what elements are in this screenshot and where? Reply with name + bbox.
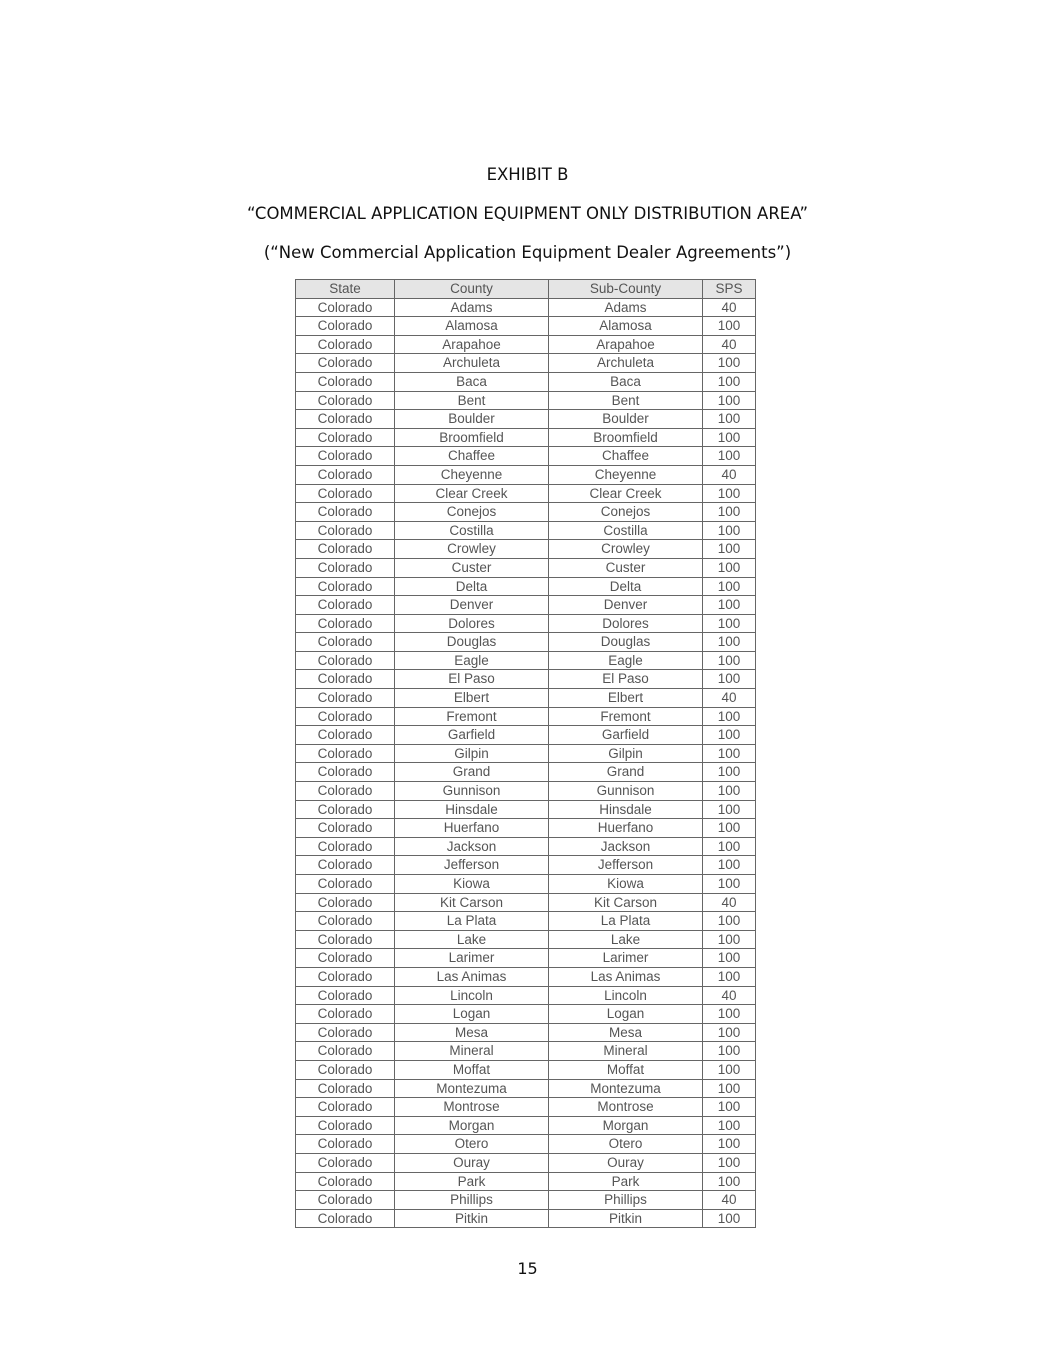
- cell-sps: 100: [703, 726, 756, 745]
- cell-sub-county: Custer: [549, 558, 703, 577]
- cell-sub-county: Cheyenne: [549, 465, 703, 484]
- cell-state: Colorado: [296, 317, 395, 336]
- table-row: [296, 614, 756, 633]
- cell-county: Morgan: [395, 1116, 549, 1135]
- cell-sub-county: Huerfano: [549, 819, 703, 838]
- table-row: [296, 726, 756, 745]
- cell-state: Colorado: [296, 763, 395, 782]
- cell-state: Colorado: [296, 1060, 395, 1079]
- cell-county: Phillips: [395, 1191, 549, 1210]
- cell-county: Las Animas: [395, 967, 549, 986]
- cell-sps: 40: [703, 1191, 756, 1210]
- cell-county: Broomfield: [395, 428, 549, 447]
- cell-state: Colorado: [296, 986, 395, 1005]
- cell-county: Grand: [395, 763, 549, 782]
- cell-state: Colorado: [296, 782, 395, 801]
- cell-county: Kiowa: [395, 875, 549, 894]
- table-row: [296, 782, 756, 801]
- cell-county: Otero: [395, 1135, 549, 1154]
- table-row: [296, 707, 756, 726]
- cell-sps: 40: [703, 986, 756, 1005]
- cell-sub-county: Park: [549, 1172, 703, 1191]
- cell-county: Alamosa: [395, 317, 549, 336]
- cell-county: Kit Carson: [395, 893, 549, 912]
- cell-sps: 100: [703, 428, 756, 447]
- cell-sps: 100: [703, 1209, 756, 1228]
- cell-state: Colorado: [296, 484, 395, 503]
- cell-county: Chaffee: [395, 447, 549, 466]
- cell-county: Adams: [395, 298, 549, 317]
- cell-state: Colorado: [296, 503, 395, 522]
- cell-state: Colorado: [296, 837, 395, 856]
- table-row: [296, 335, 756, 354]
- cell-county: Jefferson: [395, 856, 549, 875]
- cell-sps: 100: [703, 875, 756, 894]
- cell-sub-county: La Plata: [549, 912, 703, 931]
- cell-sub-county: Otero: [549, 1135, 703, 1154]
- cell-state: Colorado: [296, 298, 395, 317]
- cell-county: Baca: [395, 372, 549, 391]
- cell-county: Jackson: [395, 837, 549, 856]
- cell-sub-county: Crowley: [549, 540, 703, 559]
- cell-sub-county: Pitkin: [549, 1209, 703, 1228]
- cell-sps: 100: [703, 707, 756, 726]
- table-row: [296, 837, 756, 856]
- cell-county: La Plata: [395, 912, 549, 931]
- cell-county: Montezuma: [395, 1079, 549, 1098]
- cell-state: Colorado: [296, 1153, 395, 1172]
- cell-sps: 100: [703, 521, 756, 540]
- cell-sub-county: Las Animas: [549, 967, 703, 986]
- cell-state: Colorado: [296, 651, 395, 670]
- table-row: [296, 633, 756, 652]
- cell-county: Larimer: [395, 949, 549, 968]
- cell-sps: 100: [703, 856, 756, 875]
- cell-sub-county: Costilla: [549, 521, 703, 540]
- cell-county: Eagle: [395, 651, 549, 670]
- cell-state: Colorado: [296, 1116, 395, 1135]
- cell-county: Pitkin: [395, 1209, 549, 1228]
- cell-sps: 100: [703, 540, 756, 559]
- table-row: [296, 1209, 756, 1228]
- cell-sps: 100: [703, 596, 756, 615]
- table-row: [296, 465, 756, 484]
- cell-sub-county: Kit Carson: [549, 893, 703, 912]
- cell-county: Gilpin: [395, 744, 549, 763]
- cell-sub-county: Jackson: [549, 837, 703, 856]
- cell-sps: 100: [703, 1116, 756, 1135]
- cell-state: Colorado: [296, 1098, 395, 1117]
- cell-sub-county: Larimer: [549, 949, 703, 968]
- cell-state: Colorado: [296, 521, 395, 540]
- table-row: [296, 1191, 756, 1210]
- cell-state: Colorado: [296, 1172, 395, 1191]
- cell-county: Montrose: [395, 1098, 549, 1117]
- table-row: [296, 1135, 756, 1154]
- cell-sub-county: Adams: [549, 298, 703, 317]
- cell-sub-county: Grand: [549, 763, 703, 782]
- distribution-area-table: [295, 279, 756, 1228]
- table-row: [296, 484, 756, 503]
- table-row: [296, 410, 756, 429]
- cell-county: Archuleta: [395, 354, 549, 373]
- cell-state: Colorado: [296, 633, 395, 652]
- cell-sub-county: Moffat: [549, 1060, 703, 1079]
- cell-sub-county: Jefferson: [549, 856, 703, 875]
- table-row: [296, 744, 756, 763]
- cell-county: Costilla: [395, 521, 549, 540]
- cell-state: Colorado: [296, 596, 395, 615]
- cell-sub-county: Phillips: [549, 1191, 703, 1210]
- cell-county: Lake: [395, 930, 549, 949]
- cell-sps: 100: [703, 503, 756, 522]
- cell-sps: 100: [703, 410, 756, 429]
- cell-state: Colorado: [296, 447, 395, 466]
- cell-sub-county: Lake: [549, 930, 703, 949]
- table-row: [296, 596, 756, 615]
- cell-county: Crowley: [395, 540, 549, 559]
- cell-sub-county: Dolores: [549, 614, 703, 633]
- table-row: [296, 912, 756, 931]
- table-header-row: [296, 280, 756, 299]
- cell-sps: 100: [703, 558, 756, 577]
- cell-sps: 100: [703, 391, 756, 410]
- cell-state: Colorado: [296, 912, 395, 931]
- cell-county: Ouray: [395, 1153, 549, 1172]
- table-row: [296, 1023, 756, 1042]
- cell-sub-county: Alamosa: [549, 317, 703, 336]
- cell-sps: 100: [703, 633, 756, 652]
- cell-state: Colorado: [296, 800, 395, 819]
- cell-sub-county: Boulder: [549, 410, 703, 429]
- table-row: [296, 1042, 756, 1061]
- cell-state: Colorado: [296, 410, 395, 429]
- cell-county: Mesa: [395, 1023, 549, 1042]
- cell-sub-county: Delta: [549, 577, 703, 596]
- cell-sub-county: Gunnison: [549, 782, 703, 801]
- cell-sub-county: Ouray: [549, 1153, 703, 1172]
- cell-county: Denver: [395, 596, 549, 615]
- cell-sps: 100: [703, 1153, 756, 1172]
- cell-county: Clear Creek: [395, 484, 549, 503]
- table-row: [296, 856, 756, 875]
- cell-sps: 100: [703, 930, 756, 949]
- cell-sub-county: Denver: [549, 596, 703, 615]
- cell-state: Colorado: [296, 558, 395, 577]
- cell-state: Colorado: [296, 707, 395, 726]
- cell-county: Garfield: [395, 726, 549, 745]
- cell-county: Mineral: [395, 1042, 549, 1061]
- cell-sub-county: Fremont: [549, 707, 703, 726]
- cell-sub-county: Clear Creek: [549, 484, 703, 503]
- cell-sub-county: Montrose: [549, 1098, 703, 1117]
- cell-county: Delta: [395, 577, 549, 596]
- table-row: [296, 1005, 756, 1024]
- cell-sub-county: Baca: [549, 372, 703, 391]
- cell-sps: 100: [703, 577, 756, 596]
- cell-county: Hinsdale: [395, 800, 549, 819]
- exhibit-subtitle: “COMMERCIAL APPLICATION EQUIPMENT ONLY DISTRIBUTION AREA”: [246, 204, 809, 223]
- table-row: [296, 503, 756, 522]
- cell-state: Colorado: [296, 1023, 395, 1042]
- cell-sps: 100: [703, 447, 756, 466]
- cell-sps: 40: [703, 893, 756, 912]
- table-row: [296, 1079, 756, 1098]
- cell-sub-county: Hinsdale: [549, 800, 703, 819]
- cell-state: Colorado: [296, 614, 395, 633]
- cell-sps: 100: [703, 837, 756, 856]
- cell-county: Park: [395, 1172, 549, 1191]
- cell-sps: 100: [703, 614, 756, 633]
- table-row: [296, 372, 756, 391]
- cell-state: Colorado: [296, 744, 395, 763]
- table-row: [296, 949, 756, 968]
- table-row: [296, 967, 756, 986]
- cell-state: Colorado: [296, 354, 395, 373]
- cell-sps: 100: [703, 912, 756, 931]
- table-row: [296, 354, 756, 373]
- cell-state: Colorado: [296, 1079, 395, 1098]
- cell-county: Moffat: [395, 1060, 549, 1079]
- cell-county: Logan: [395, 1005, 549, 1024]
- cell-state: Colorado: [296, 540, 395, 559]
- cell-sps: 100: [703, 1172, 756, 1191]
- cell-sub-county: Mineral: [549, 1042, 703, 1061]
- cell-sps: 100: [703, 1135, 756, 1154]
- cell-sps: 40: [703, 465, 756, 484]
- cell-sub-county: Morgan: [549, 1116, 703, 1135]
- header-sps: SPS: [703, 280, 756, 299]
- table-row: [296, 391, 756, 410]
- cell-sub-county: Chaffee: [549, 447, 703, 466]
- cell-county: Fremont: [395, 707, 549, 726]
- cell-county: Gunnison: [395, 782, 549, 801]
- cell-state: Colorado: [296, 819, 395, 838]
- cell-sub-county: Elbert: [549, 689, 703, 708]
- table-row: [296, 670, 756, 689]
- cell-county: Custer: [395, 558, 549, 577]
- cell-county: Huerfano: [395, 819, 549, 838]
- table-row: [296, 819, 756, 838]
- cell-sps: 100: [703, 372, 756, 391]
- cell-county: El Paso: [395, 670, 549, 689]
- cell-state: Colorado: [296, 335, 395, 354]
- cell-sps: 40: [703, 689, 756, 708]
- table-row: [296, 893, 756, 912]
- cell-state: Colorado: [296, 372, 395, 391]
- cell-state: Colorado: [296, 1005, 395, 1024]
- cell-sps: 100: [703, 1098, 756, 1117]
- cell-sps: 100: [703, 1079, 756, 1098]
- cell-sub-county: Douglas: [549, 633, 703, 652]
- cell-state: Colorado: [296, 1209, 395, 1228]
- cell-state: Colorado: [296, 930, 395, 949]
- cell-state: Colorado: [296, 689, 395, 708]
- page-number: 15: [517, 1259, 538, 1278]
- header-state: State: [296, 280, 395, 299]
- table-row: [296, 930, 756, 949]
- cell-state: Colorado: [296, 893, 395, 912]
- cell-sub-county: Lincoln: [549, 986, 703, 1005]
- table-row: [296, 1116, 756, 1135]
- cell-state: Colorado: [296, 391, 395, 410]
- cell-sub-county: Arapahoe: [549, 335, 703, 354]
- cell-sps: 100: [703, 967, 756, 986]
- cell-sps: 100: [703, 744, 756, 763]
- table-row: [296, 986, 756, 1005]
- table-row: [296, 689, 756, 708]
- cell-county: Arapahoe: [395, 335, 549, 354]
- table-row: [296, 1172, 756, 1191]
- cell-state: Colorado: [296, 1191, 395, 1210]
- cell-state: Colorado: [296, 465, 395, 484]
- cell-sps: 100: [703, 949, 756, 968]
- cell-sub-county: Garfield: [549, 726, 703, 745]
- cell-county: Conejos: [395, 503, 549, 522]
- cell-county: Douglas: [395, 633, 549, 652]
- table-row: [296, 1153, 756, 1172]
- table-row: [296, 651, 756, 670]
- cell-state: Colorado: [296, 967, 395, 986]
- cell-state: Colorado: [296, 1042, 395, 1061]
- cell-state: Colorado: [296, 949, 395, 968]
- cell-sps: 100: [703, 800, 756, 819]
- table-row: [296, 558, 756, 577]
- cell-sps: 100: [703, 819, 756, 838]
- cell-sps: 100: [703, 1042, 756, 1061]
- cell-state: Colorado: [296, 428, 395, 447]
- cell-state: Colorado: [296, 875, 395, 894]
- cell-sub-county: Archuleta: [549, 354, 703, 373]
- cell-sub-county: Mesa: [549, 1023, 703, 1042]
- cell-state: Colorado: [296, 1135, 395, 1154]
- table-body: [296, 298, 756, 1228]
- cell-state: Colorado: [296, 577, 395, 596]
- table-row: [296, 298, 756, 317]
- table-row: [296, 763, 756, 782]
- cell-sps: 100: [703, 763, 756, 782]
- cell-sps: 100: [703, 1023, 756, 1042]
- cell-county: Boulder: [395, 410, 549, 429]
- table-row: [296, 1098, 756, 1117]
- cell-state: Colorado: [296, 856, 395, 875]
- table-row: [296, 447, 756, 466]
- cell-sub-county: Broomfield: [549, 428, 703, 447]
- cell-sub-county: Kiowa: [549, 875, 703, 894]
- table-row: [296, 577, 756, 596]
- cell-sps: 40: [703, 335, 756, 354]
- cell-sub-county: Gilpin: [549, 744, 703, 763]
- cell-county: Cheyenne: [395, 465, 549, 484]
- header-sub-county: Sub-County: [549, 280, 703, 299]
- cell-state: Colorado: [296, 726, 395, 745]
- cell-sub-county: Conejos: [549, 503, 703, 522]
- cell-sps: 100: [703, 1060, 756, 1079]
- table-row: [296, 428, 756, 447]
- cell-sps: 100: [703, 1005, 756, 1024]
- table-row: [296, 540, 756, 559]
- cell-county: Lincoln: [395, 986, 549, 1005]
- cell-sps: 100: [703, 484, 756, 503]
- cell-sps: 40: [703, 298, 756, 317]
- cell-sub-county: El Paso: [549, 670, 703, 689]
- table-row: [296, 317, 756, 336]
- cell-sps: 100: [703, 354, 756, 373]
- cell-county: Dolores: [395, 614, 549, 633]
- cell-sps: 100: [703, 651, 756, 670]
- cell-county: Bent: [395, 391, 549, 410]
- cell-county: Elbert: [395, 689, 549, 708]
- cell-sub-county: Montezuma: [549, 1079, 703, 1098]
- table-row: [296, 800, 756, 819]
- cell-sub-county: Bent: [549, 391, 703, 410]
- exhibit-note: (“New Commercial Application Equipment Dealer Agreements”): [263, 243, 792, 262]
- cell-sub-county: Logan: [549, 1005, 703, 1024]
- cell-sps: 100: [703, 670, 756, 689]
- table-row: [296, 875, 756, 894]
- cell-state: Colorado: [296, 670, 395, 689]
- exhibit-title: EXHIBIT B: [486, 165, 569, 184]
- table-row: [296, 521, 756, 540]
- cell-sub-county: Eagle: [549, 651, 703, 670]
- cell-sps: 100: [703, 782, 756, 801]
- table-row: [296, 1060, 756, 1079]
- header-county: County: [395, 280, 549, 299]
- cell-sps: 100: [703, 317, 756, 336]
